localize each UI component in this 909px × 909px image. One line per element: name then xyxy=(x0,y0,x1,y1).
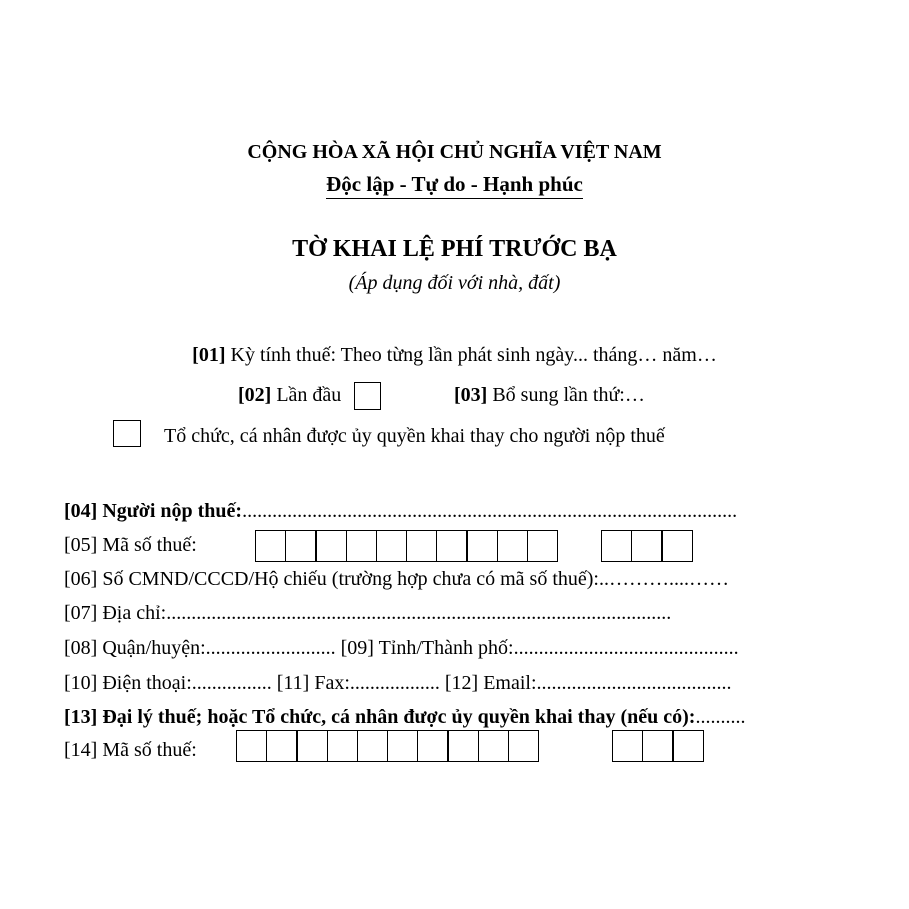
motto-wrapper xyxy=(0,172,909,199)
authorized-checkbox[interactable] xyxy=(113,420,141,447)
field-08-09: [08] Quận/huyện:.......................... [09] Tỉnh/Thành phố:............................................. xyxy=(64,637,739,659)
field-13 xyxy=(64,705,745,729)
tax-code-digit[interactable] xyxy=(285,530,316,562)
field-02-text: Lần đầu xyxy=(271,384,342,406)
tax-code-digit[interactable] xyxy=(296,730,327,762)
tax-code-digit[interactable] xyxy=(315,530,346,562)
tax-code-branch-digit[interactable] xyxy=(672,730,703,762)
field-04 xyxy=(64,499,737,523)
tax-code-digit[interactable] xyxy=(497,530,528,562)
form-title: TỜ KHAI LỆ PHÍ TRƯỚC BẠ xyxy=(292,236,617,262)
field-03 xyxy=(454,383,645,407)
tax-code-branch-digit[interactable] xyxy=(601,530,632,562)
tax-code-digit[interactable] xyxy=(255,530,286,562)
motto: Độc lập - Tự do - Hạnh phúc xyxy=(326,172,583,199)
tax-code-digit[interactable] xyxy=(417,730,448,762)
tax-code-branch-14[interactable] xyxy=(612,730,704,762)
field-07: [07] Địa chỉ:..................................................................................................... xyxy=(64,602,672,624)
tax-code-digit[interactable] xyxy=(357,730,388,762)
field-01-text: Kỳ tính thuế: Theo từng lần phát sinh ngày... tháng… năm… xyxy=(225,344,717,366)
tax-code-digit[interactable] xyxy=(478,730,509,762)
field-14-label: [14] Mã số thuế: xyxy=(64,739,197,761)
tax-code-digit[interactable] xyxy=(266,730,297,762)
tax-code-digit[interactable] xyxy=(327,730,358,762)
tax-code-branch-digit[interactable] xyxy=(612,730,643,762)
authorized-label: Tổ chức, cá nhân được ủy quyền khai thay cho người nộp thuế xyxy=(164,425,665,447)
country-name: CỘNG HÒA XÃ HỘI CHỦ NGHĨA VIỆT NAM xyxy=(247,141,662,163)
tax-code-digit[interactable] xyxy=(466,530,497,562)
field-10-12: [10] Điện thoại:................ [11] Fax:.................. [12] Email:....................................... xyxy=(64,672,732,694)
tax-code-digit[interactable] xyxy=(436,530,467,562)
field-02 xyxy=(238,383,341,407)
tax-code-digit[interactable] xyxy=(236,730,267,762)
field-04-label: [04] Người nộp thuế: xyxy=(64,500,243,522)
form-subtitle: (Áp dụng đối với nhà, đất) xyxy=(348,272,561,294)
tax-code-digit[interactable] xyxy=(346,530,377,562)
field-13-label: [13] Đại lý thuế; hoặc Tổ chức, cá nhân được ủy quyền khai thay (nếu có): xyxy=(64,706,696,728)
tax-code-branch-digit[interactable] xyxy=(661,530,692,562)
field-06: [06] Số CMND/CCCD/Hộ chiếu (trường hợp chưa có mã số thuế):..………....…… xyxy=(64,568,729,590)
tax-code-digit[interactable] xyxy=(527,530,558,562)
field-02-code: [02] xyxy=(238,384,272,406)
tax-code-digit[interactable] xyxy=(406,530,437,562)
tax-code-digit[interactable] xyxy=(387,730,418,762)
tax-code-digit[interactable] xyxy=(376,530,407,562)
field-01 xyxy=(0,343,909,367)
field-13-dots: .......... xyxy=(695,706,746,728)
tax-code-input-14[interactable] xyxy=(236,730,539,762)
tax-code-digit[interactable] xyxy=(447,730,478,762)
tax-code-digit[interactable] xyxy=(508,730,539,762)
field-03-text: Bổ sung lần thứ:… xyxy=(487,384,645,406)
field-03-code: [03] xyxy=(454,384,488,406)
tax-code-branch-digit[interactable] xyxy=(642,730,673,762)
field-05-label: [05] Mã số thuế: xyxy=(64,534,197,556)
first-time-checkbox[interactable] xyxy=(354,382,381,410)
tax-code-branch-digit[interactable] xyxy=(631,530,662,562)
field-04-dots: ................................................................................................... xyxy=(242,500,738,522)
tax-code-branch-05[interactable] xyxy=(601,530,693,562)
field-01-code: [01] xyxy=(192,344,226,366)
tax-code-input-05[interactable] xyxy=(255,530,558,562)
